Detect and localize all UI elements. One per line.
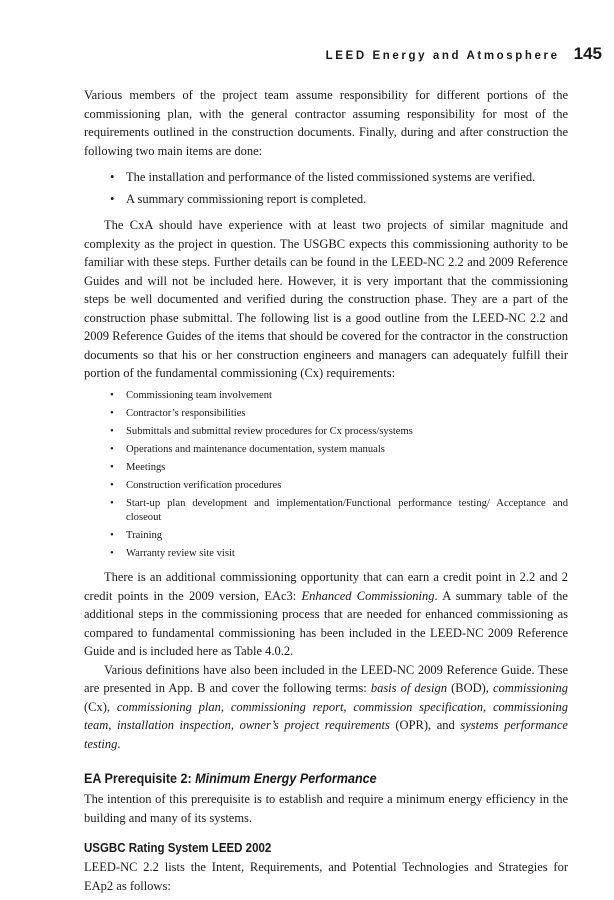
list-item: • A summary commissioning report is completed. bbox=[110, 190, 568, 209]
running-head-title: LEED Energy and Atmosphere bbox=[325, 50, 560, 62]
section-heading bbox=[84, 769, 534, 788]
intro-paragraph: Various members of the project team assume responsibility for different portions of the commissioning plan, with the general contractor assuming responsibility for most of the requirements outlined in the construction documents. Finally, during and after construction the following two main items are done: bbox=[84, 88, 568, 158]
subsection-heading: USGBC Rating System LEED 2002 bbox=[84, 841, 272, 856]
list-item: • Meetings bbox=[110, 461, 568, 475]
term: commissioning bbox=[493, 681, 568, 696]
section-heading-prefix: EA Prerequisite 2: bbox=[84, 771, 196, 787]
paragraph-text: Various definitions have also been included in the LEED-NC 2009 Reference Guide. These are presented in App. B and cover the following terms: bbox=[84, 662, 568, 696]
section-heading-title: Minimum Energy Performance bbox=[195, 771, 377, 787]
cxa-paragraph: The CxA should have experience with at least two projects of similar magnitude and complexity as the project in question. The USGBC expects this commissioning authority to be familiar with these steps. Further details can be found in the LEED-NC 2.2 and 2009 Reference Guides and will not be included here. However, it is very important that the commissioning steps be well documented and verified during the construction phase. They are a part of the construction phase submittal. The following list is a good outline from the LEED-NC 2.2 and 2009 Reference Guides of the items that should be covered for the contractor in the construction documents so that his or her construction engineers and managers can adequately fulfill their portion of the fundamental commissioning (Cx) requirements: bbox=[84, 218, 568, 380]
list-item: • Warranty review site visit bbox=[110, 547, 568, 561]
credit-name: Enhanced Commissioning bbox=[301, 588, 435, 603]
paragraph-text: (BOD), bbox=[447, 681, 493, 696]
list-item: • Contractor’s responsibilities bbox=[110, 407, 568, 421]
section-paragraph: The intention of this prerequisite is to establish and require a minimum energy efficiency in the building and many of its systems. bbox=[84, 792, 568, 825]
paragraph-text: (OPR), and bbox=[389, 718, 461, 733]
main-items-list bbox=[84, 168, 568, 208]
running-head bbox=[326, 44, 602, 64]
enhanced-commissioning-paragraph bbox=[84, 568, 568, 661]
list-item: • Construction verification procedures bbox=[110, 479, 568, 493]
paragraph-text: (Cx), bbox=[84, 699, 117, 714]
list-item: • Operations and maintenance documentation, system manuals bbox=[110, 443, 568, 457]
paragraph-text: There is an additional commissioning opportunity that can earn a credit point in 2.2 and 2 credit points in the 2009 version, EAc3: bbox=[84, 570, 568, 603]
page-number: 145 bbox=[573, 44, 602, 63]
list-item: • Commissioning team involvement bbox=[110, 389, 568, 403]
paragraph-text: . A summary table of the additional steps in the commissioning process that are needed for enhanced commissioning as compared to fundamental commissioning has been included in the LEED-NC 2009 Reference Guide and is included here as Table 4.0.2. bbox=[84, 588, 568, 659]
definitions-paragraph bbox=[84, 661, 568, 754]
list-item: • Training bbox=[110, 529, 568, 543]
term: commissioning plan, commissioning report, commission specification, commissioning team, installation inspection, owner’s project requirements bbox=[84, 699, 568, 733]
paragraph-text: . bbox=[117, 736, 121, 751]
term: systems performance testing bbox=[84, 718, 568, 751]
body-text bbox=[84, 86, 568, 895]
subsection-paragraph: LEED-NC 2.2 lists the Intent, Requirements, and Potential Technologies and Strategies for EAp2 as follows: bbox=[84, 860, 568, 893]
cx-requirements-list bbox=[84, 389, 568, 561]
list-item: • Start-up plan development and implementation/Functional performance testing/ Acceptance and closeout bbox=[110, 497, 568, 524]
list-item: • The installation and performance of the listed commissioned systems are verified. bbox=[110, 168, 568, 187]
list-item: • Submittals and submittal review procedures for Cx process/systems bbox=[110, 425, 568, 439]
term: basis of design bbox=[370, 681, 448, 696]
